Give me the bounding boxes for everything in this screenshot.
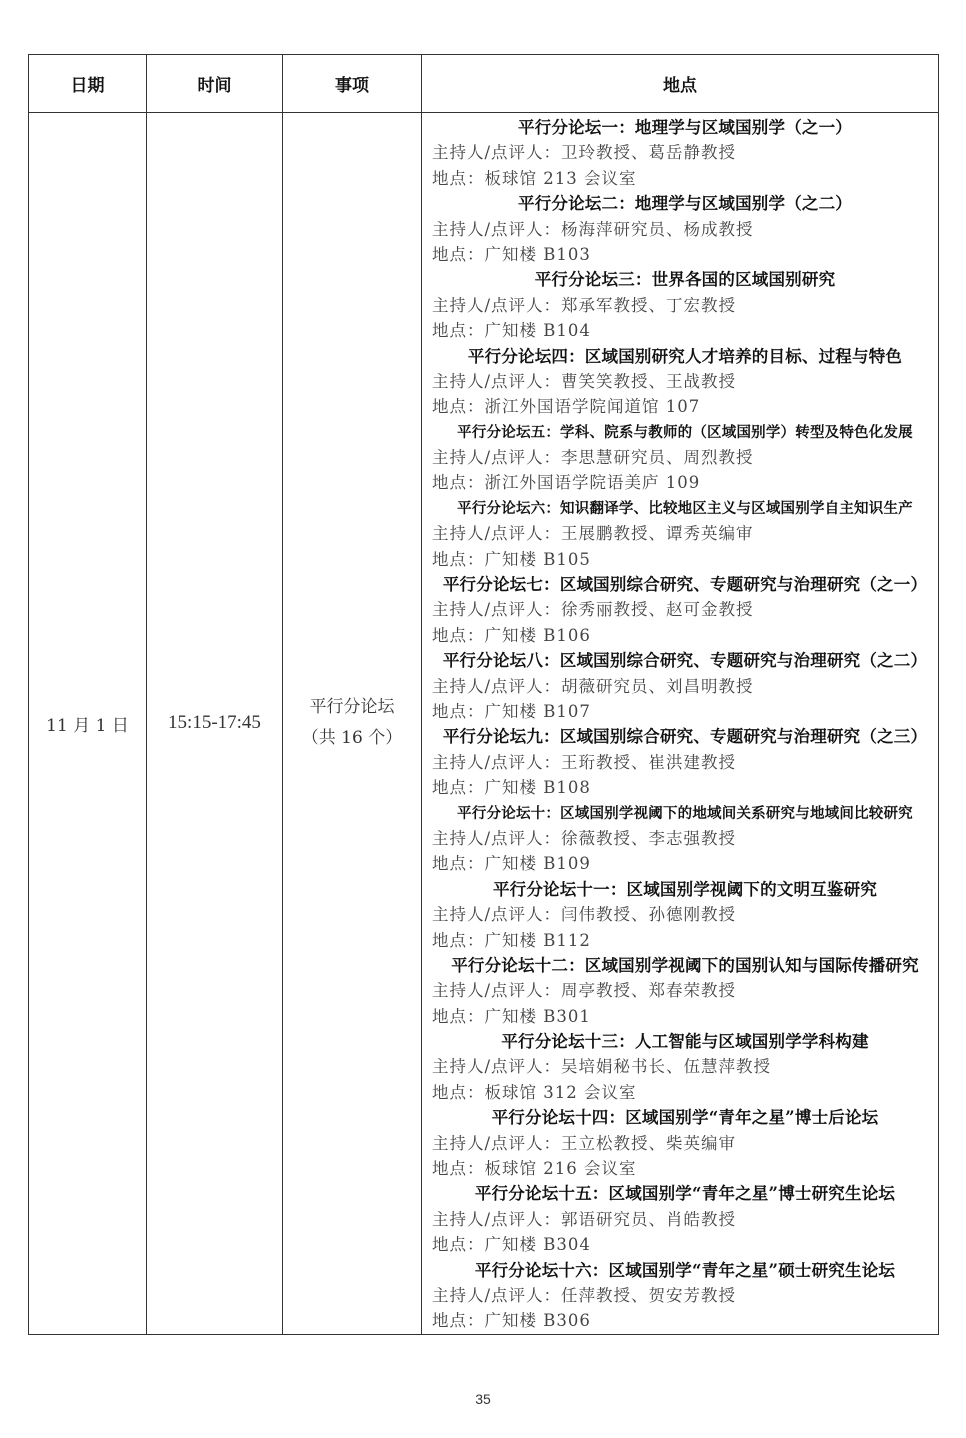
- forum-entry: [432, 1181, 938, 1257]
- forum-title: 平行分论坛二：地理学与区域国别学（之二）: [518, 194, 852, 214]
- forum-host: 主持人/点评人：胡薇研究员、刘昌明教授: [432, 676, 754, 696]
- forum-location: 地点：浙江外国语学院语美庐 109: [432, 473, 701, 493]
- forum-host: 主持人/点评人：郭语研究员、肖皓教授: [432, 1209, 737, 1229]
- forum-host: 主持人/点评人：李思慧研究员、周烈教授: [432, 448, 754, 468]
- forum-location: 地点：广知楼 B103: [432, 244, 591, 264]
- forum-host: 主持人/点评人：吴培娟秘书长、伍慧萍教授: [432, 1057, 772, 1077]
- forum-title: 平行分论坛十四：区域国别学“青年之星”博士后论坛: [491, 1108, 879, 1128]
- item-label: 平行分论坛: [309, 697, 395, 718]
- forum-location: 地点：广知楼 B304: [432, 1235, 591, 1255]
- forum-title: 平行分论坛八：区域国别综合研究、专题研究与治理研究（之二）: [442, 651, 928, 671]
- schedule-table: [28, 54, 939, 1335]
- item-cell: [283, 113, 422, 1335]
- forum-title: 平行分论坛十五：区域国别学“青年之星”博士研究生论坛: [474, 1184, 896, 1204]
- forum-entry: [432, 648, 938, 724]
- venues-cell: [422, 113, 939, 1335]
- forum-entry: [432, 191, 938, 267]
- item-count: （共 16 个）: [301, 728, 403, 749]
- forum-host: 主持人/点评人：徐秀丽教授、赵可金教授: [432, 600, 754, 620]
- forum-location: 地点：广知楼 B112: [432, 930, 591, 950]
- forum-location: 地点：广知楼 B108: [432, 778, 591, 798]
- forum-entry: [432, 877, 938, 953]
- date-cell: 11 月 1 日: [29, 113, 147, 1335]
- forum-title: 平行分论坛十三：人工智能与区域国别学学科构建: [501, 1032, 869, 1052]
- forum-title: 平行分论坛十二：区域国别学视阈下的国别认知与国际传播研究: [451, 955, 919, 975]
- forum-title: 平行分论坛六：知识翻译学、比较地区主义与区域国别学自主知识生产: [457, 499, 913, 517]
- forum-entry: [432, 1105, 938, 1181]
- forum-entry: [432, 1258, 938, 1334]
- forum-entry: [432, 115, 938, 191]
- forum-host: 主持人/点评人：王展鹏教授、谭秀英编审: [432, 524, 754, 544]
- forum-location: 地点：广知楼 B306: [432, 1311, 591, 1331]
- forum-title: 平行分论坛七：区域国别综合研究、专题研究与治理研究（之一）: [442, 575, 928, 595]
- header-time: 时间: [147, 55, 283, 113]
- forum-title: 平行分论坛五：学科、院系与教师的（区域国别学）转型及特色化发展: [457, 423, 913, 441]
- forum-location: 地点：板球馆 216 会议室: [432, 1159, 637, 1179]
- page-number: 35: [475, 1391, 491, 1407]
- forum-entry: [432, 724, 938, 800]
- forum-title: 平行分论坛三：世界各国的区域国别研究: [534, 270, 836, 290]
- forum-location: 地点：广知楼 B106: [432, 625, 591, 645]
- forum-entry: [432, 1029, 938, 1105]
- forum-host: 主持人/点评人：卫玲教授、葛岳静教授: [432, 143, 737, 163]
- forum-title: 平行分论坛十六：区域国别学“青年之星”硕士研究生论坛: [474, 1260, 896, 1280]
- forum-entry: [432, 953, 938, 1029]
- forum-location: 地点：板球馆 312 会议室: [432, 1082, 637, 1102]
- forum-entry: [432, 496, 938, 572]
- forum-location: 地点：广知楼 B105: [432, 549, 591, 569]
- forum-title: 平行分论坛十：区域国别学视阈下的地域间关系研究与地域间比较研究: [457, 804, 913, 822]
- forum-host: 主持人/点评人：王立松教授、柴英编审: [432, 1133, 737, 1153]
- forum-location: 地点：广知楼 B301: [432, 1006, 591, 1026]
- forum-host: 主持人/点评人：郑承军教授、丁宏教授: [432, 295, 737, 315]
- forum-title: 平行分论坛十一：区域国别学视阈下的文明互鉴研究: [492, 879, 878, 899]
- forum-list: [432, 115, 938, 1334]
- header-row: [29, 55, 939, 113]
- forum-host: 主持人/点评人：曹笑笑教授、王战教授: [432, 371, 737, 391]
- forum-location: 地点：板球馆 213 会议室: [432, 168, 637, 188]
- forum-host: 主持人/点评人：王珩教授、崔洪建教授: [432, 752, 737, 772]
- forum-host: 主持人/点评人：任萍教授、贺安芳教授: [432, 1285, 737, 1305]
- forum-entry: [432, 572, 938, 648]
- forum-entry: [432, 801, 938, 877]
- forum-entry: [432, 344, 938, 420]
- forum-entry: [432, 267, 938, 343]
- forum-title: 平行分论坛一：地理学与区域国别学（之一）: [518, 118, 852, 137]
- forum-location: 地点：浙江外国语学院闻道馆 107: [432, 397, 701, 417]
- table-row: [29, 113, 939, 1335]
- forum-title: 平行分论坛四：区域国别研究人才培养的目标、过程与特色: [467, 346, 903, 366]
- time-cell: 15:15-17:45: [147, 113, 283, 1335]
- forum-host: 主持人/点评人：杨海萍研究员、杨成教授: [432, 219, 754, 239]
- forum-title: 平行分论坛九：区域国别综合研究、专题研究与治理研究（之三）: [442, 727, 928, 747]
- forum-location: 地点：广知楼 B107: [432, 701, 591, 721]
- header-date: 日期: [29, 55, 147, 113]
- forum-host: 主持人/点评人：徐薇教授、李志强教授: [432, 828, 737, 848]
- forum-host: 主持人/点评人：周亭教授、郑春荣教授: [432, 981, 737, 1001]
- forum-location: 地点：广知楼 B109: [432, 854, 591, 874]
- header-item: 事项: [283, 55, 422, 113]
- header-location: 地点: [422, 55, 939, 113]
- forum-entry: [432, 420, 938, 496]
- forum-host: 主持人/点评人：闫伟教授、孙德刚教授: [432, 905, 737, 925]
- forum-location: 地点：广知楼 B104: [432, 321, 591, 341]
